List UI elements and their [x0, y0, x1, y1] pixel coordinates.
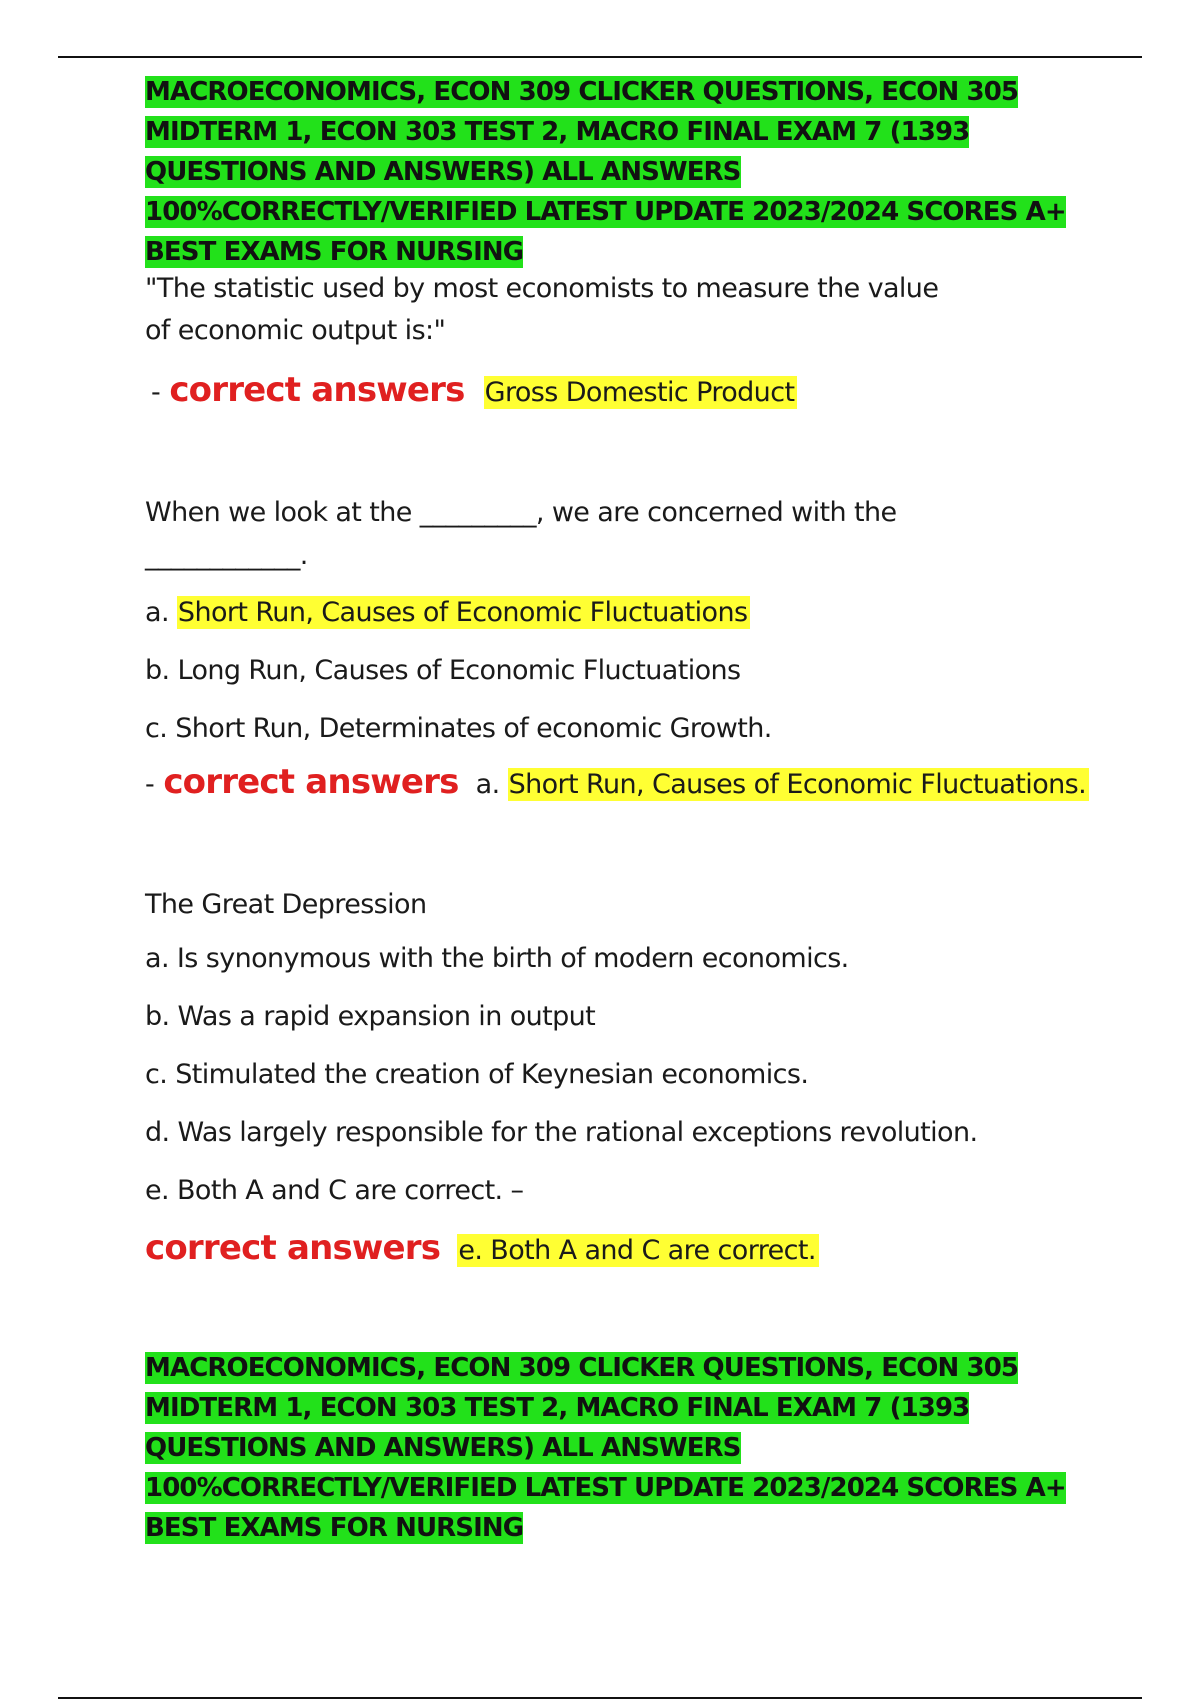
option-letter: a. — [145, 943, 177, 974]
correct-answers-label: correct answers — [169, 370, 465, 410]
option-letter: a. — [145, 597, 177, 628]
question-1-answer-text: Gross Domestic Product — [484, 376, 798, 409]
question-3-option-c — [145, 1056, 1095, 1094]
answer-prefix: - — [145, 769, 164, 800]
document-footer-title-text: MACROECONOMICS, ECON 309 CLICKER QUESTIONS, ECON 305 MIDTERM 1, ECON 303 TEST 2, MACRO FINAL EXAM 7 (1393 QUESTIONS AND ANSWERS) ALL ANSWERS 100%CORRECTLY/VERIFIED LATEST UPDATE 2023/2024 SCORES A+ BEST EXAMS FOR NURSING — [145, 1353, 1066, 1543]
option-text: Was largely responsible for the rational exceptions revolution. — [177, 1117, 978, 1148]
question-1-answer — [151, 370, 1095, 410]
question-3-answer-text: e. Both A and C are correct. — [457, 1234, 819, 1267]
question-3-option-e — [145, 1172, 1095, 1210]
question-1-text: "The statistic used by most economists to measure the value of economic output is:" — [145, 273, 939, 346]
document-title — [145, 72, 1105, 272]
document-footer-title — [145, 1348, 1105, 1548]
option-letter: c. — [145, 1059, 176, 1090]
question-2-line-2: ____________. — [145, 540, 308, 571]
option-text: Short Run, Causes of Economic Fluctuations — [177, 596, 751, 629]
option-letter: c. — [145, 713, 176, 744]
correct-answers-label: correct answers — [163, 762, 459, 802]
question-3-option-b — [145, 998, 1095, 1036]
answer-lead: a. — [475, 769, 508, 800]
option-text: Long Run, Causes of Economic Fluctuations — [177, 655, 741, 686]
question-3-option-d — [145, 1114, 1095, 1152]
question-3-answer — [145, 1228, 1095, 1268]
question-2-option-c — [145, 710, 1095, 748]
correct-answers-label: correct answers — [145, 1228, 441, 1268]
document-body — [145, 72, 1095, 1548]
question-2-answer-text: Short Run, Causes of Economic Fluctuations. — [508, 768, 1090, 801]
option-text: Both A and C are correct. – — [176, 1175, 524, 1206]
option-text: Was a rapid expansion in output — [177, 1001, 596, 1032]
question-3-text: The Great Depression — [145, 889, 427, 920]
option-letter: d. — [145, 1117, 178, 1148]
top-rule — [58, 56, 1142, 58]
bottom-rule — [58, 1697, 1142, 1699]
option-text: Short Run, Determinates of economic Growth. — [175, 713, 772, 744]
question-2-answer — [145, 762, 1095, 802]
document-title-text: MACROECONOMICS, ECON 309 CLICKER QUESTIONS, ECON 305 MIDTERM 1, ECON 303 TEST 2, MACRO FINAL EXAM 7 (1393 QUESTIONS AND ANSWERS) ALL ANSWERS 100%CORRECTLY/VERIFIED LATEST UPDATE 2023/2024 SCORES A+ BEST EXAMS FOR NURSING — [145, 77, 1066, 267]
answer-prefix: - — [151, 377, 170, 408]
option-letter: b. — [145, 1001, 178, 1032]
option-letter: b. — [145, 655, 178, 686]
question-3-option-a — [145, 940, 1095, 978]
question-2-option-b — [145, 652, 1095, 690]
option-text: Is synonymous with the birth of modern economics. — [176, 943, 849, 974]
option-text: Stimulated the creation of Keynesian economics. — [175, 1059, 809, 1090]
question-2-line-1: When we look at the _________, we are concerned with the — [145, 497, 897, 528]
question-2-option-a — [145, 594, 1095, 632]
option-letter: e. — [145, 1175, 177, 1206]
